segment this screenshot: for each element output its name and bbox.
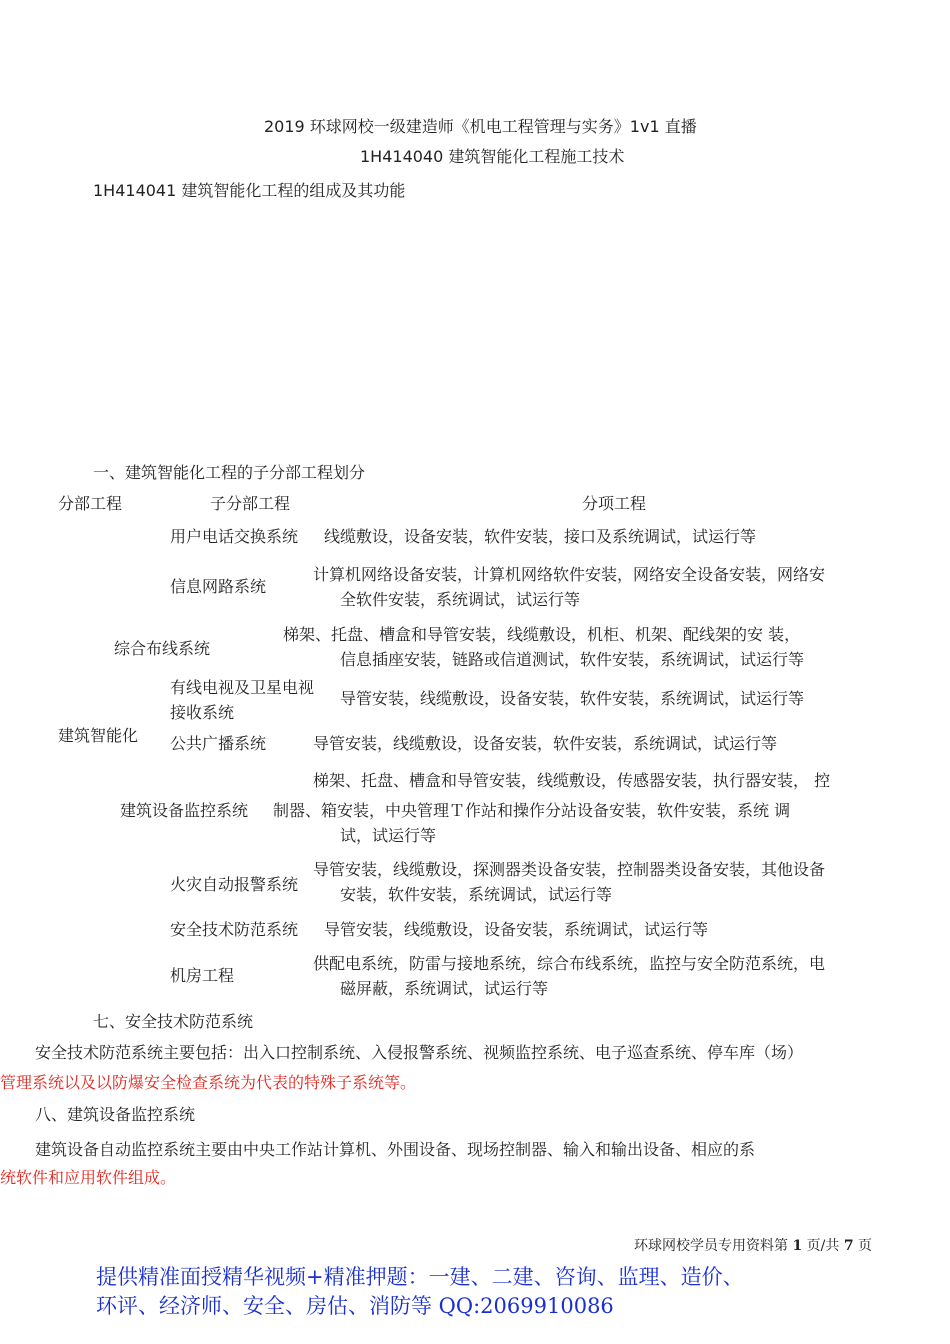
item-text: 全软件安装，系统调试，试运行等 [340, 590, 581, 609]
item-text: 磁屏蔽，系统调试，试运行等 [340, 979, 549, 998]
document-title: 2019 环球网校一级建造师《机电工程管理与实务》1v1 直播 [264, 117, 697, 136]
item-text: 信息插座安装，链路或信道测试，软件安装，系统调试，试运行等 [340, 650, 805, 669]
subpart-name-cont: 接收系统 [170, 703, 235, 722]
item-text: 导管安装，线缆敷设，设备安装，系统调试，试运行等 [324, 920, 709, 939]
part-name: 建筑智能化 [58, 726, 139, 745]
page-footer [634, 1238, 872, 1255]
division-heading: 一、建筑智能化工程的子分部工程划分 [93, 463, 366, 482]
item-text: 梯架、托盘、槽盒和导管安装，线缆敷设，机柜、机架、配线架的安 装， [283, 625, 801, 644]
subpart-name: 火灾自动报警系统 [170, 875, 299, 894]
footer-mid: 页/共 [802, 1238, 844, 1254]
column-header-items: 分项工程 [582, 494, 647, 513]
section8-paragraph-line1: 建筑设备自动监控系统主要由中央工作站计算机、外围设备、现场控制器、输入和输出设备、相应的系 [35, 1140, 756, 1159]
subpart-name: 综合布线系统 [114, 639, 211, 658]
item-text: 导管安装，线缆敷设，设备安装，软件安装，系统调试，试运行等 [313, 734, 778, 753]
item-text: 计算机网络设备安装，计算机网络软件安装，网络安全设备安装，网络安 [313, 565, 826, 584]
subpart-name: 机房工程 [170, 966, 235, 985]
column-header-subpart: 子分部工程 [210, 494, 291, 513]
item-text: 供配电系统，防雷与接地系统，综合布线系统，监控与安全防范系统，电 [313, 954, 826, 973]
subpart-name: 安全技术防范系统 [170, 920, 299, 939]
subpart-name: 有线电视及卫星电视 [170, 678, 315, 697]
section8-paragraph-line2: 统软件和应用软件组成。 [0, 1168, 177, 1187]
item-text: 导管安装，线缆敷设，设备安装，软件安装，系统调试，试运行等 [340, 689, 805, 708]
section7-paragraph-line2: 管理系统以及以防爆安全检查系统为代表的特殊子系统等。 [0, 1073, 417, 1092]
subpart-name: 用户电话交换系统 [170, 527, 299, 546]
footer-prefix: 环球网校学员专用资料第 [634, 1238, 793, 1254]
promo-line2: 环评、经济师、安全、房估、消防等 QQ:2069910086 [96, 1294, 614, 1318]
item-text: 线缆敷设，设备安装，软件安装，接口及系统调试，试运行等 [324, 527, 757, 546]
footer-page-total: 7 [843, 1238, 854, 1254]
item-text: 安装，软件安装，系统调试，试运行等 [340, 885, 613, 904]
subpart-name: 建筑设备监控系统 [120, 801, 249, 820]
promo-line1: 提供精准面授精华视频+精准押题：一建、二建、咨询、监理、造价、 [96, 1265, 744, 1289]
footer-suffix: 页 [853, 1238, 873, 1254]
subpart-name: 公共广播系统 [170, 734, 267, 753]
section-title: 1H414041 建筑智能化工程的组成及其功能 [93, 181, 406, 200]
section8-heading: 八、建筑设备监控系统 [35, 1105, 196, 1124]
section7-paragraph-line1: 安全技术防范系统主要包括：出入口控制系统、入侵报警系统、视频监控系统、电子巡查系统、停车库（场） [35, 1043, 804, 1062]
subpart-name: 信息网路系统 [170, 577, 267, 596]
footer-page-number: 1 [792, 1238, 803, 1254]
column-header-part: 分部工程 [58, 494, 123, 513]
item-text: 制器、箱安装，中央管理Ｔ作站和操作分站设备安装，软件安装，系统 调 [273, 801, 791, 820]
section7-heading: 七、安全技术防范系统 [93, 1012, 254, 1031]
item-text: 梯架、托盘、槽盒和导管安装，线缆敷设，传感器安装，执行器安装， 控 [313, 771, 831, 790]
chapter-title: 1H414040 建筑智能化工程施工技术 [360, 147, 625, 166]
item-text: 导管安装，线缆敷设，探测器类设备安装，控制器类设备安装，其他设备 [313, 860, 826, 879]
item-text: 试，试运行等 [340, 826, 437, 845]
